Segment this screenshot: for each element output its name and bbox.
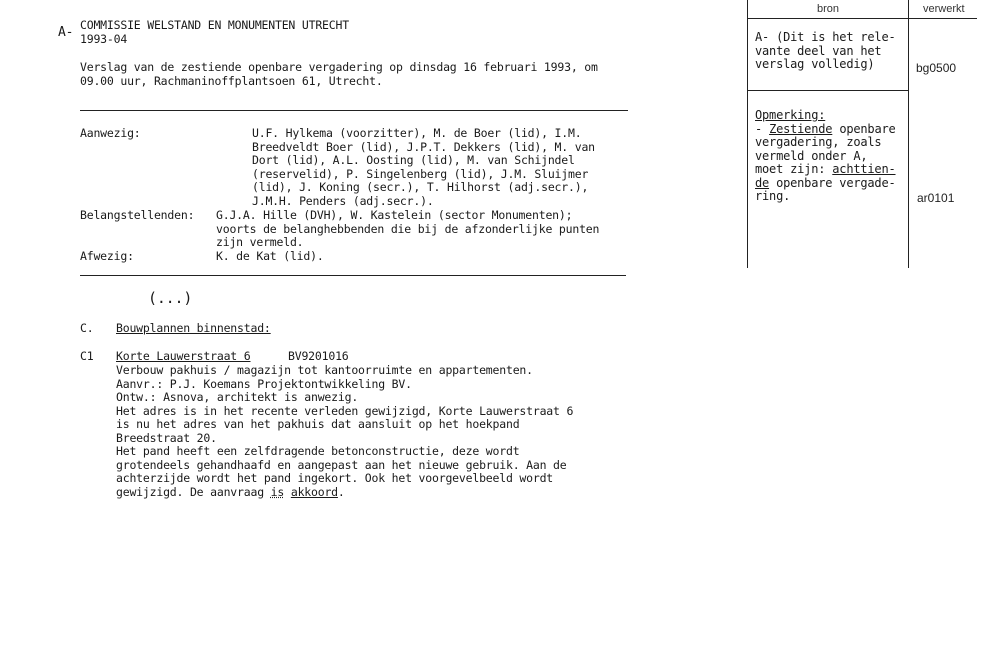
code-a: bg0500 [916, 61, 957, 75]
decision-approved: akkoord [290, 484, 338, 499]
column-header-processed: verwerkt [923, 3, 965, 15]
item-c1-address: Korte Lauwerstraat 6 [116, 349, 251, 363]
column-header-source: bron [817, 3, 840, 15]
remark-line-1 [755, 123, 896, 137]
stakeholders-line: G.J.A. Hille (DVH), W. Kastelein (sector Monumenten); [216, 208, 573, 222]
decision-space [284, 485, 291, 499]
note-a-line: A- (Dit is het rele- [755, 30, 896, 44]
item-c1-line: grotendeels gehandhaafd en aangepast aan het nieuwe gebruik. Aan de [116, 457, 567, 472]
remark-line-2: vergadering, zoals [755, 135, 882, 149]
panel-left-border [747, 0, 748, 268]
absent-label: Afwezig: [80, 249, 134, 263]
panel-row-divider [747, 90, 908, 91]
item-c1-line: achterzijde wordt het pand ingekort. Ook het voorgevelbeeld wordt [116, 471, 554, 485]
annotation-panel [745, 0, 1000, 270]
margin-mark-a: A- [58, 25, 74, 40]
note-a-line: vante deel van het [755, 43, 882, 58]
commission-title: COMMISSIE WELSTAND EN MONUMENTEN UTRECHT [80, 18, 349, 32]
panel-column-divider [908, 0, 909, 268]
intro-line-1: Verslag van de zestiende openbare vergadering op dinsdag 16 februari 1993, om [80, 60, 598, 74]
document-number: 1993-04 [80, 32, 128, 46]
divider-top [80, 110, 628, 111]
present-line: Dort (lid), A.L. Oosting (lid), M. van Schijndel [252, 153, 575, 167]
item-c1-label: C1 [80, 349, 94, 363]
decision-prefix: gewijzigd. De aanvraag [116, 484, 271, 499]
item-c1-line: is nu het adres van het pakhuis dat aansluit op het hoekpand [116, 417, 520, 431]
item-c1-decision-line [116, 486, 573, 500]
item-c1-line: Ontw.: Asnova, architekt is anwezig. [116, 390, 359, 404]
note-a [755, 31, 896, 72]
intro-line-2: 09.00 uur, Rachmaninoffplantsoen 61, Utrecht. [80, 74, 383, 88]
panel-header-rule [747, 18, 977, 19]
remark-block [755, 109, 896, 204]
remark-line-6: ring. [755, 189, 791, 203]
remark-zestiende: Zestiende [769, 121, 833, 136]
present-line: Breedveldt Boer (lid), J.P.T. Dekkers (lid), M. van [252, 139, 595, 154]
item-c1-line: Het pand heeft een zelfdragende betonconstructie, deze wordt [116, 444, 520, 458]
remark-line-4 [755, 163, 896, 177]
remark-line-3: vermeld onder A, [755, 148, 868, 163]
stakeholders-label: Belangstellenden: [80, 208, 195, 222]
item-c1-reference: BV9201016 [288, 349, 349, 363]
remark-l5-suffix: openbare vergade- [769, 175, 896, 190]
absent-value: K. de Kat (lid). [216, 249, 324, 263]
remark-achttien: achttien- [832, 162, 896, 176]
divider-bottom [80, 275, 626, 276]
item-c1-line: Aanvr.: P.J. Koemans Projektontwikkeling BV. [116, 376, 412, 391]
remark-l1-suffix: openbare [832, 121, 896, 136]
remark-line-5 [755, 177, 896, 191]
code-remark: ar0101 [917, 191, 955, 205]
present-line: (lid), J. Koning (secr.), T. Hilhorst (adj.secr.), [252, 180, 589, 194]
present-line: J.M.H. Penders (adj.secr.). [252, 193, 434, 208]
section-c-title: Bouwplannen binnenstad: [116, 321, 271, 335]
remark-dash: - [755, 121, 770, 136]
item-c1-line: Breedstraat 20. [116, 430, 217, 445]
item-c1-line: Het adres is in het recente verleden gewijzigd, Korte Lauwerstraat 6 [116, 403, 574, 418]
stakeholders-list [216, 209, 599, 250]
remark-l4-prefix: moet zijn: [755, 162, 833, 176]
section-c-label: C. [80, 321, 94, 335]
stakeholders-line: zijn vermeld. [216, 235, 304, 249]
remark-de: de [755, 175, 770, 190]
present-list [252, 127, 595, 208]
remark-title: Opmerking: [755, 108, 826, 122]
present-line: (reservelid), P. Singelenberg (lid), J.M. Sluijmer [252, 166, 589, 181]
present-label: Aanwezig: [80, 126, 141, 140]
decision-end: . [337, 484, 345, 499]
decision-is: is [270, 484, 285, 499]
note-a-line: verslag volledig) [755, 57, 875, 71]
present-line: U.F. Hylkema (voorzitter), M. de Boer (lid), I.M. [252, 126, 582, 140]
stakeholders-line: voorts de belanghebbenden die bij de afzonderlijke punten [216, 221, 600, 236]
item-c1-line: Verbouw pakhuis / magazijn tot kantoorruimte en appartementen. [116, 363, 533, 377]
omission-ellipsis: (...) [148, 289, 193, 307]
item-c1-body [116, 364, 573, 499]
